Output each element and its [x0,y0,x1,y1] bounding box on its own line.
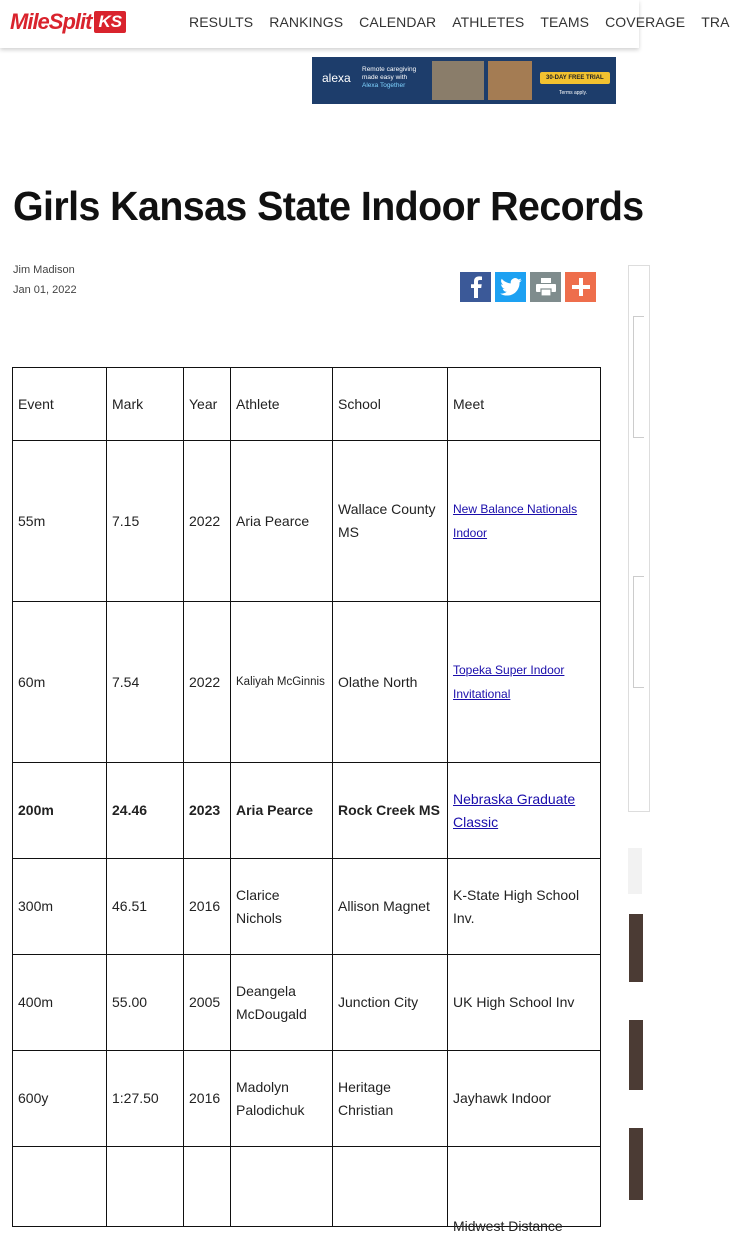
table-row [13,602,601,763]
cell-event: 60m [13,602,107,763]
cell-school: Olathe North [333,602,448,763]
ad-image-caregiver [432,61,484,100]
nav-calendar[interactable]: CALENDAR [359,14,437,30]
sidebar-thumbnail[interactable] [629,1128,643,1200]
column-header-event: Event [13,368,107,441]
twitter-share-button[interactable] [495,272,526,302]
cell-school: Allison Magnet [333,859,448,955]
column-header-athlete: Athlete [231,368,333,441]
cell-event: 55m [13,441,107,602]
cell-meet [448,763,601,859]
table-header-row [13,368,601,441]
article-date: Jan 01, 2022 [13,284,77,296]
records-table [12,367,601,1234]
cell-mark: 55.00 [107,955,184,1051]
cell-year: 2016 [184,859,231,955]
sidebar-thumbnail[interactable] [629,914,643,982]
table-row [13,763,601,859]
cell-meet: UK High School Inv [448,955,601,1051]
cell-event: 200m [13,763,107,859]
milesplit-logo[interactable] [10,9,126,35]
cell-year: 2022 [184,441,231,602]
meet-link[interactable]: Nebraska Graduate Classic [453,790,576,830]
more-share-button[interactable] [565,272,596,302]
sidebar-widget [628,265,650,812]
sidebar-heading-block [628,848,642,894]
cell-year: 2005 [184,955,231,1051]
cell-athlete: Kaliyah McGinnis [231,602,333,763]
plus-icon [572,278,590,296]
site-header [0,0,730,48]
sidebar-panel [633,576,644,688]
facebook-share-button[interactable] [460,272,491,302]
cell-mark: 7.15 [107,441,184,602]
cell-athlete: Madolyn Palodichuk [231,1051,333,1147]
cell-year: 2023 [184,763,231,859]
meet-link[interactable]: New Balance Nationals Indoor [453,502,578,540]
main-nav [189,14,746,30]
article-author[interactable]: Jim Madison [13,264,75,276]
cell-event: 600y [13,1051,107,1147]
cell-athlete: Clarice Nichols [231,859,333,955]
cell-athlete [231,1147,333,1227]
table-row [13,955,601,1051]
ad-line-3: Alexa Together [362,82,406,89]
cell-school: Wallace County MS [333,441,448,602]
ad-copy [362,66,416,90]
cell-meet: K-State High School Inv. [448,859,601,955]
cell-athlete: Aria Pearce [231,763,333,859]
cell-event: 300m [13,859,107,955]
ad-line-2: made easy with [362,74,408,81]
ad-brand: alexa [322,71,351,85]
table-row [13,859,601,955]
twitter-icon [500,278,522,296]
sidebar-panel [633,316,644,438]
cell-school: Junction City [333,955,448,1051]
cell-year: 2016 [184,1051,231,1147]
cell-event [13,1147,107,1227]
sidebar-thumbnail[interactable] [629,1020,643,1090]
cell-mark: 7.54 [107,602,184,763]
cell-mark [107,1147,184,1227]
cell-event: 400m [13,955,107,1051]
cell-athlete: Deangela McDougald [231,955,333,1051]
column-header-meet: Meet [448,368,601,441]
advertisement-banner[interactable] [312,57,616,104]
table-row [13,441,601,602]
cell-meet: Jayhawk Indoor [448,1051,601,1147]
cell-mark: 1:27.50 [107,1051,184,1147]
print-button[interactable] [530,272,561,302]
cell-meet-text: Midwest Distance [453,1218,563,1234]
cell-school [333,1147,448,1227]
ad-image-family [488,61,532,100]
nav-results[interactable]: RESULTS [189,14,254,30]
share-bar [460,272,600,302]
ad-line-1: Remote caregiving [362,66,417,73]
nav-coverage[interactable]: COVERAGE [605,14,686,30]
cell-year [184,1147,231,1227]
meet-link[interactable]: Topeka Super Indoor Invitational [453,663,565,701]
column-header-year: Year [184,368,231,441]
printer-icon [536,278,556,296]
nav-truncated[interactable]: TRA [701,14,730,30]
cell-meet [448,1147,601,1234]
table-row [13,1051,601,1147]
cell-school: Rock Creek MS [333,763,448,859]
logo-badge: KS [94,11,126,33]
table-row [13,1147,601,1227]
cell-mark: 24.46 [107,763,184,859]
cell-athlete: Aria Pearce [231,441,333,602]
cell-year: 2022 [184,602,231,763]
column-header-mark: Mark [107,368,184,441]
nav-rankings[interactable]: RANKINGS [269,14,344,30]
ad-cta-button[interactable]: 30-DAY FREE TRIAL [540,72,610,84]
nav-teams[interactable]: TEAMS [540,14,590,30]
facebook-icon [469,276,483,298]
nav-athletes[interactable]: ATHLETES [452,14,525,30]
logo-text: MileSplit [10,9,92,34]
cell-mark: 46.51 [107,859,184,955]
column-header-school: School [333,368,448,441]
cell-school: Heritage Christian [333,1051,448,1147]
page-title: Girls Kansas State Indoor Records [13,183,644,229]
cell-meet [448,441,601,602]
cell-meet [448,602,601,763]
ad-terms: Terms apply. [559,90,587,96]
